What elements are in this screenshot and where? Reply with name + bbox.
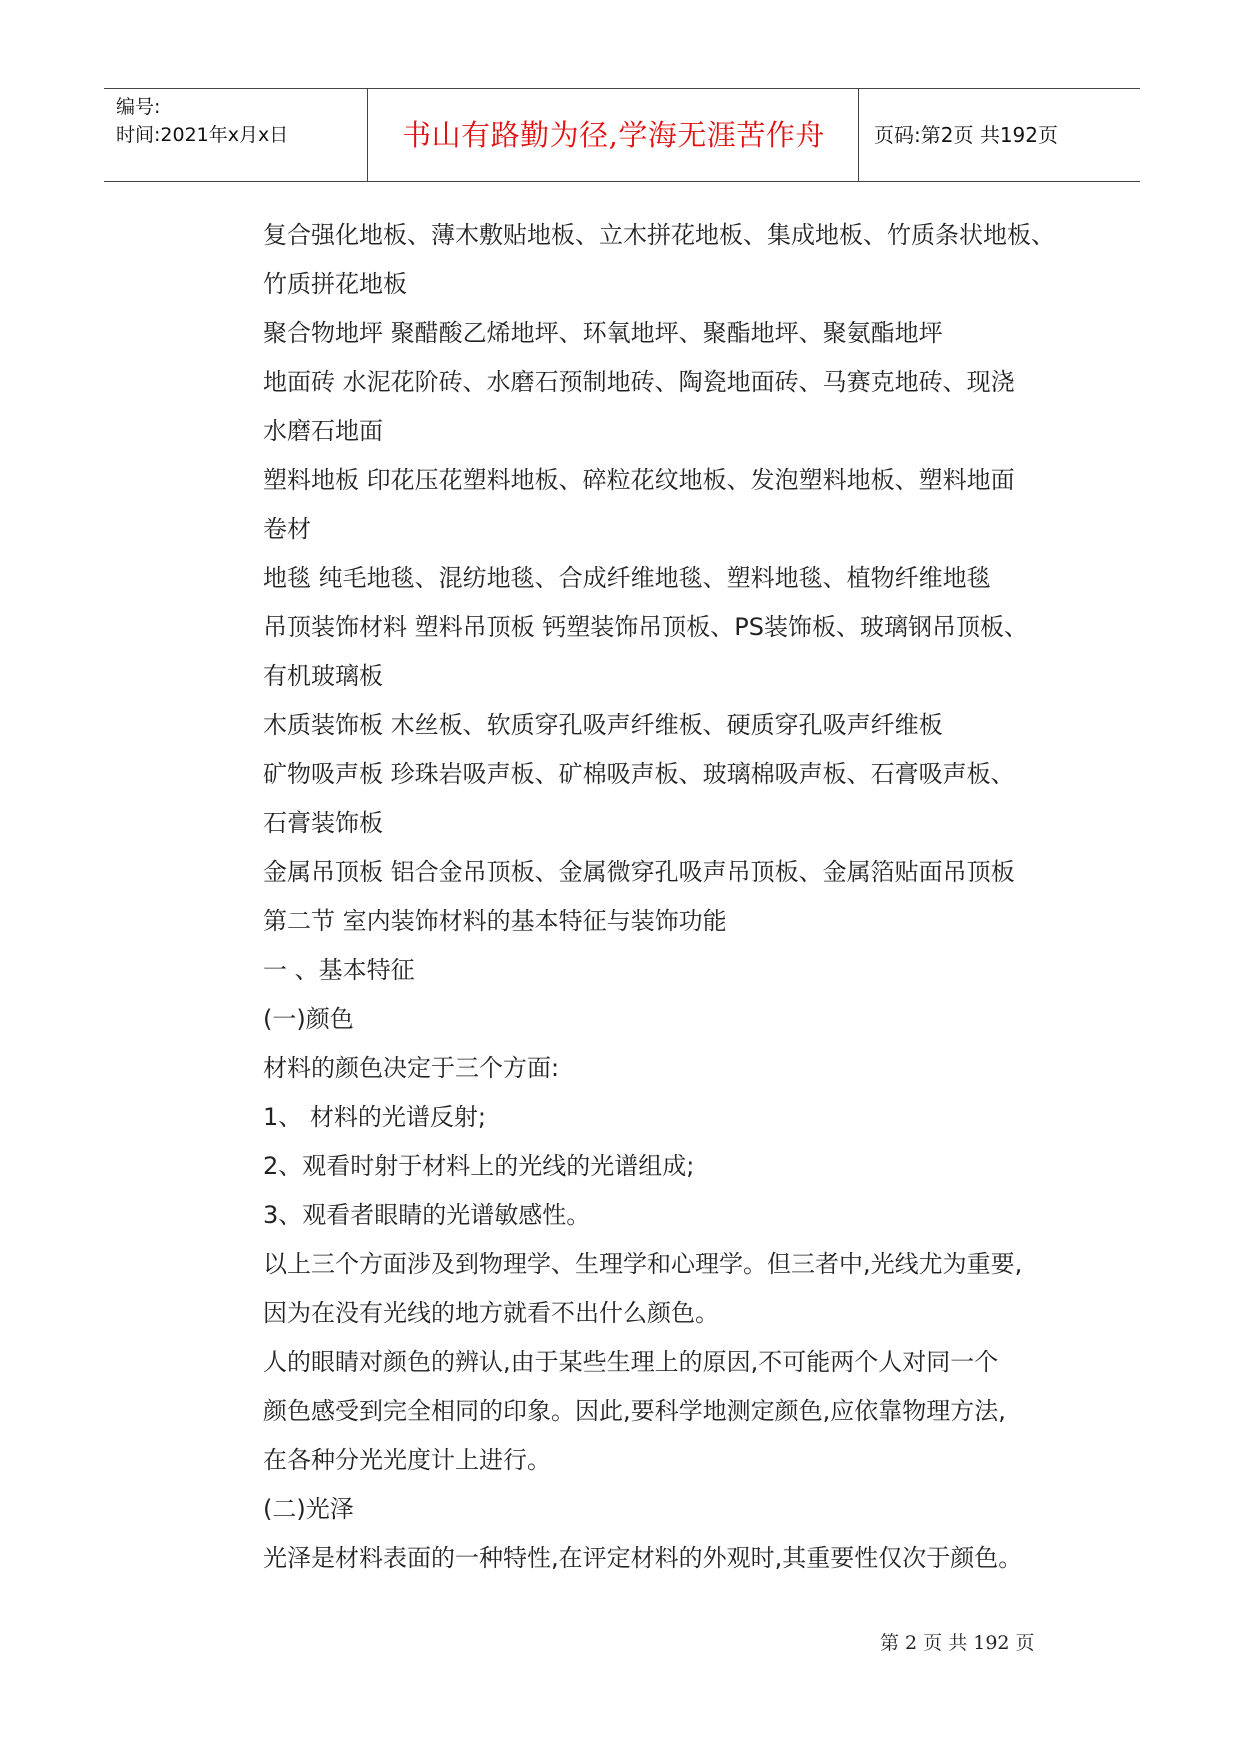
body-text-line: 地毯 纯毛地毯、混纺地毯、合成纤维地毯、塑料地毯、植物纤维地毯 [263, 564, 991, 592]
body-text-line: 塑料地板 印花压花塑料地板、碎粒花纹地板、发泡塑料地板、塑料地面 [263, 466, 1015, 494]
header-page-info: 页码:第2页 共192页 [874, 123, 1058, 147]
body-text-line: 3、观看者眼睛的光谱敏感性。 [263, 1201, 591, 1229]
body-text-line: 石膏装饰板 [263, 809, 383, 837]
body-text-line: 竹质拼花地板 [263, 270, 407, 298]
body-text-line: 聚合物地坪 聚醋酸乙烯地坪、环氧地坪、聚酯地坪、聚氨酯地坪 [263, 319, 943, 347]
body-text-line: 吊顶装饰材料 塑料吊顶板 钙塑装饰吊顶板、PS装饰板、玻璃钢吊顶板、 [263, 613, 1028, 641]
header-divider-right [858, 89, 859, 181]
body-text-line: 地面砖 水泥花阶砖、水磨石预制地砖、陶瓷地面砖、马赛克地砖、现浇 [263, 368, 1015, 396]
page-header [104, 88, 1140, 182]
body-text-line: 人的眼睛对颜色的辨认,由于某些生理上的原因,不可能两个人对同一个 [263, 1348, 999, 1376]
body-text-line: 颜色感受到完全相同的印象。因此,要科学地测定颜色,应依靠物理方法, [263, 1397, 1006, 1425]
body-text-line: 因为在没有光线的地方就看不出什么颜色。 [263, 1299, 719, 1327]
body-text-line: 第二节 室内装饰材料的基本特征与装饰功能 [263, 907, 727, 935]
header-meta [116, 93, 288, 149]
body-text-line: 有机玻璃板 [263, 662, 383, 690]
body-text-line: 复合强化地板、薄木敷贴地板、立木拼花地板、集成地板、竹质条状地板、 [263, 221, 1055, 249]
body-text-line: 在各种分光光度计上进行。 [263, 1446, 551, 1474]
body-text-line: (二)光泽 [263, 1495, 354, 1523]
document-body [263, 211, 1083, 1583]
body-text-line: 水磨石地面 [263, 417, 383, 445]
body-text-line: 以上三个方面涉及到物理学、生理学和心理学。但三者中,光线尤为重要, [263, 1250, 1023, 1278]
body-text-line: 金属吊顶板 铝合金吊顶板、金属微穿孔吸声吊顶板、金属箔贴面吊顶板 [263, 858, 1015, 886]
body-text-line: 一 、基本特征 [263, 956, 415, 984]
header-divider-left [367, 89, 368, 181]
body-text-line: 卷材 [263, 515, 311, 543]
body-text-line: 光泽是材料表面的一种特性,在评定材料的外观时,其重要性仅次于颜色。 [263, 1544, 1023, 1572]
body-text-line: (一)颜色 [263, 1005, 354, 1033]
date-label: 时间:2021年x月x日 [116, 124, 289, 146]
body-text-line: 1、 材料的光谱反射; [263, 1103, 486, 1131]
header-motto: 书山有路勤为径,学海无涯苦作舟 [402, 118, 825, 152]
body-text-line: 2、观看时射于材料上的光线的光谱组成; [263, 1152, 695, 1180]
body-text-line: 木质装饰板 木丝板、软质穿孔吸声纤维板、硬质穿孔吸声纤维板 [263, 711, 943, 739]
body-text-line: 材料的颜色决定于三个方面: [263, 1054, 560, 1082]
serial-number-label: 编号: [116, 96, 161, 118]
body-text-line: 矿物吸声板 珍珠岩吸声板、矿棉吸声板、玻璃棉吸声板、石膏吸声板、 [263, 760, 1015, 788]
page-footer: 第 2 页 共 192 页 [880, 1632, 1035, 1654]
